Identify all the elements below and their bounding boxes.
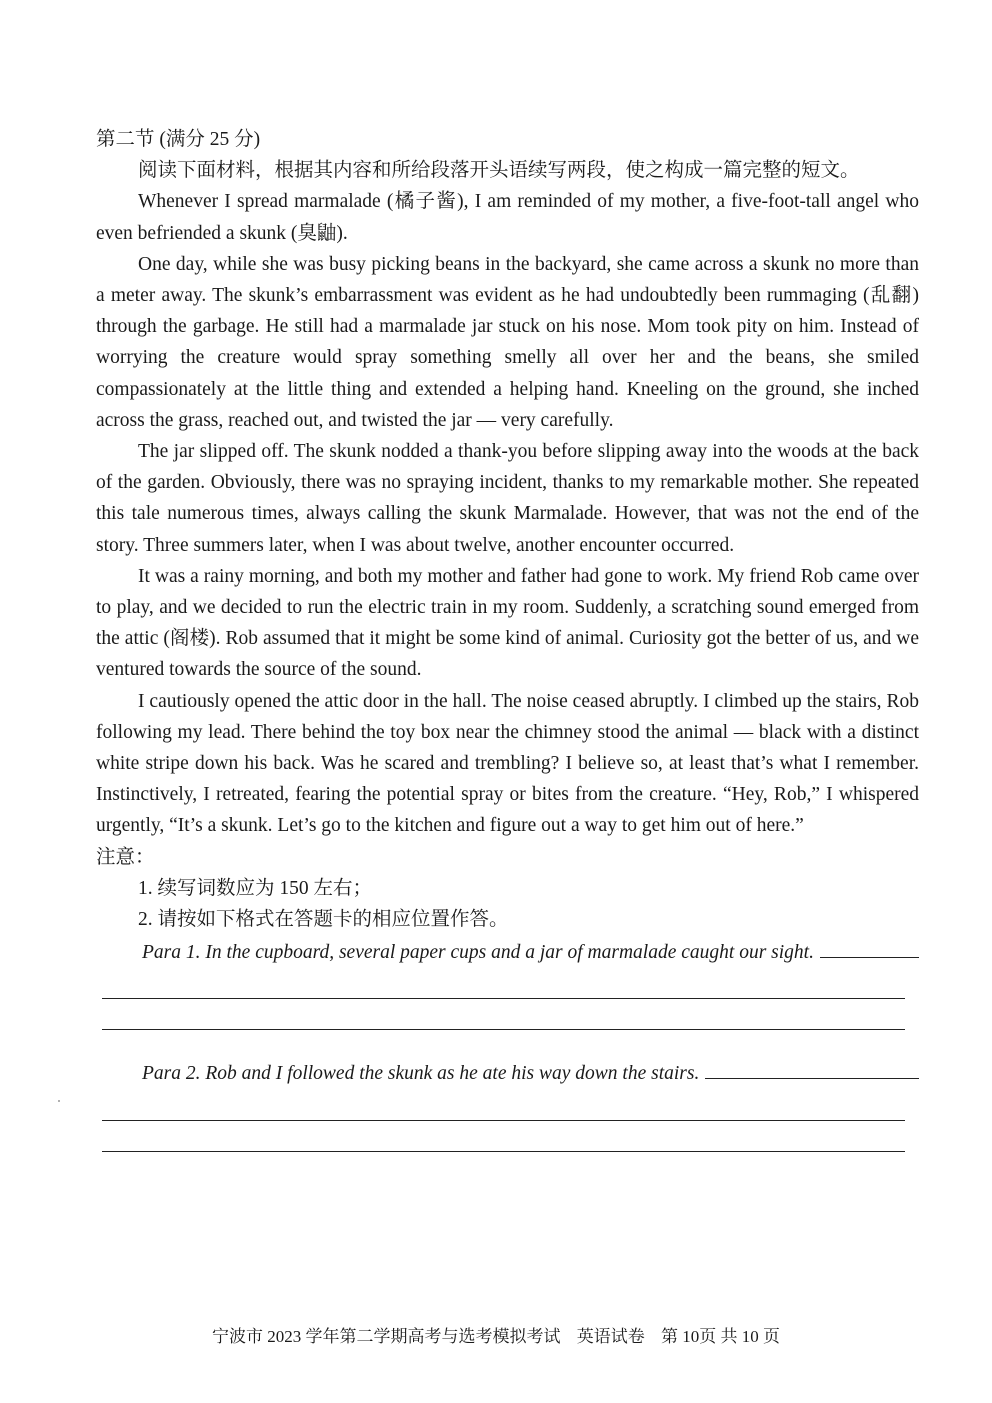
notice-item-2: 2. 请按如下格式在答题卡的相应位置作答。 — [138, 909, 509, 931]
para1-answer-line[interactable] — [102, 999, 905, 1030]
para2-answer-line[interactable] — [102, 1090, 905, 1121]
para2-prompt — [96, 1056, 919, 1089]
para1-prompt — [96, 935, 919, 968]
footer-subject: 英语试卷 — [576, 1327, 645, 1346]
para2-blank[interactable] — [705, 1056, 919, 1079]
margin-dot — [58, 1100, 60, 1102]
notice-label: 注意： — [96, 846, 155, 868]
passage-paragraph-4: It was a rainy morning, and both my mother and father had gone to work. My friend Rob came over to play, and we decided to run the electric train in my room. Suddenly, a scratching sound emerged from the attic (阁楼). Rob assumed that it might be some kind of animal. Curiosity got the better of us, and we ventured towards the source of the sound. — [96, 565, 919, 681]
passage-paragraph-3: The jar slipped off. The skunk nodded a thank-you before slipping away into the woods at the back of the garden. Obviously, there was no spraying incident, thanks to my remarkable mother. She repeated this tale numerous times, always calling the skunk Marmalade. However, that was not the end of the story. Three summers later, when I was about twelve, another encounter occurred. — [96, 441, 919, 556]
para2-prompt-text: Para 2. Rob and I followed the skunk as he ate his way down the stairs. — [142, 1063, 700, 1085]
para1-answer-line[interactable] — [102, 968, 905, 999]
footer-page-number: 第 10页 共 10 页 — [661, 1327, 780, 1346]
exam-page — [96, 124, 919, 1152]
passage-paragraph-2: One day, while she was busy picking beans in the backyard, she came across a skunk no more than a meter away. The skunk’s embarrassment was evident as he had undoubtedly been rummaging (乱翻) through the garbage. He still had a marmalade jar stuck on his nose. Mom took pity on him. Instead of worrying the creature would spray something smelly all over her and the beans, she smiled compassionately at the little thing and extended a helping hand. Kneeling on the ground, she inched across the grass, reached out, and twisted the jar — very carefully. — [96, 253, 919, 431]
para2-answer-line[interactable] — [102, 1121, 905, 1152]
para1-blank[interactable] — [820, 935, 919, 958]
passage-paragraph-5: I cautiously opened the attic door in the hall. The noise ceased abruptly. I climbed up the stairs, Rob following my lead. There behind the toy box near the chimney stood the animal — black with a distinct white stripe down his back. Was he scared and trembling? I believe so, at least that’s what I remember. Instinctively, I retreated, fearing the potential spray or bites from the creature. “Hey, Rob,” I whispered urgently, “It’s a skunk. Let’s go to the kitchen and figure out a way to get him out of here.” — [96, 690, 919, 837]
notice-item-1: 1. 续写词数应为 150 左右； — [138, 877, 373, 899]
section-title: 第二节 (满分 25 分) — [96, 129, 261, 150]
footer-exam-title: 宁波市 2023 学年第二学期高考与选考模拟考试 — [212, 1327, 561, 1346]
page-footer — [0, 1322, 992, 1347]
instruction: 阅读下面材料，根据其内容和所给段落开头语续写两段，使之构成一篇完整的短文。 — [138, 160, 860, 182]
para1-prompt-text: Para 1. In the cupboard, several paper cups and a jar of marmalade caught our sight. — [142, 942, 814, 964]
passage-paragraph-1: Whenever I spread marmalade (橘子酱), I am reminded of my mother, a five-foot-tall angel who even befriended a skunk (臭鼬). — [96, 191, 919, 244]
